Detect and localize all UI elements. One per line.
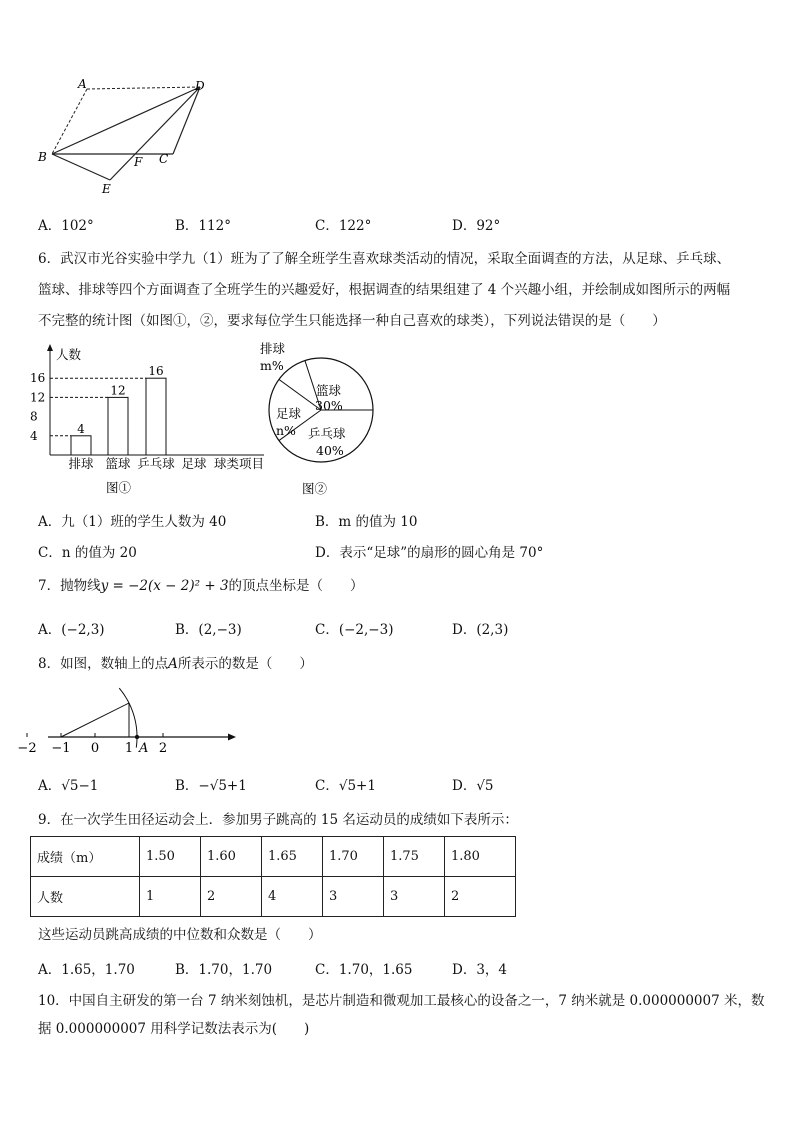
option-letter: B． (315, 514, 339, 530)
q6-stem-line1: 6．武汉市光谷实验中学九（1）班为了了解全班学生喜欢球类活动的情况，采取全面调查的方法，从足球、乒乓球、 (38, 251, 731, 267)
q7-suffix: 的顶点坐标是（ ） (228, 578, 364, 594)
pie-slice-value: 30% (315, 398, 343, 413)
axis-tick-label: 2 (158, 741, 168, 756)
option-letter: D． (315, 545, 340, 561)
option-text: n 的值为 20 (61, 545, 137, 561)
pie-slice-name: 排球 (260, 341, 286, 356)
bar-title: 图① (106, 480, 132, 495)
q5-label-d: D (195, 79, 205, 93)
bar-data-label: 4 (77, 421, 85, 436)
q5-label-b: B (38, 150, 47, 164)
q8-option-c[interactable] (315, 774, 376, 794)
q8-option-d[interactable] (452, 774, 494, 794)
q7-option-a[interactable] (38, 618, 105, 638)
table-cell: 1.65 (262, 837, 323, 877)
option-letter: B． (175, 218, 199, 234)
q5-option-a[interactable] (38, 214, 94, 234)
y-tick-label: 12 (30, 390, 46, 405)
q6-option-c[interactable] (38, 541, 137, 561)
option-letter: A． (38, 514, 62, 530)
option-text: (2,−3) (198, 622, 242, 638)
q8-stem (38, 654, 313, 674)
table-cell: 4 (262, 877, 323, 917)
q6-option-b[interactable] (315, 510, 417, 530)
option-letter: A． (38, 218, 62, 234)
pie-slice-name: 足球 (276, 406, 302, 421)
q5-option-b[interactable] (175, 214, 231, 234)
option-text: √5−1 (61, 778, 99, 794)
table-cell: 1.50 (140, 837, 201, 877)
q6-stem-line2: 篮球、排球等四个方面调查了全班学生的兴趣爱好，根据调查的结果组建了 4 个兴趣小组，并绘制成如图所示的两幅 (38, 282, 731, 298)
pie-slice-value: m% (260, 358, 284, 373)
option-text: (−2,−3) (338, 622, 394, 638)
table-cell: 成绩（m） (31, 837, 140, 877)
bar-2 (108, 397, 128, 455)
pie-slice-value: 40% (316, 443, 344, 458)
table-cell: 2 (201, 877, 262, 917)
option-text: 1.70，1.65 (338, 962, 413, 978)
bar-1 (71, 436, 91, 455)
point-a-dot (135, 735, 139, 739)
q9-option-d[interactable] (452, 958, 507, 978)
option-text: (−2,3) (61, 622, 105, 638)
pie-title: 图② (302, 481, 328, 496)
hypotenuse (61, 703, 129, 737)
option-text: √5 (476, 778, 494, 794)
option-text: 3，4 (476, 962, 508, 978)
q6-pie-chart (258, 338, 383, 500)
point-a-label: A (139, 741, 149, 756)
q9-option-b[interactable] (175, 958, 272, 978)
axis-tick-label: −2 (17, 741, 37, 756)
option-text: 112° (198, 218, 231, 234)
q6-stem-line3: 不完整的统计图（如图①，②，要求每位学生只能选择一种自己喜欢的球类），下列说法错误的是（ ） (38, 313, 666, 329)
pie-slice-name: 篮球 (316, 383, 342, 398)
pie-slice-name: 乒乓球 (308, 426, 346, 441)
table-cell: 1.80 (445, 837, 516, 877)
y-tick-label: 4 (30, 428, 38, 443)
x-category-label: 足球 (181, 456, 207, 471)
table-cell: 1.60 (201, 837, 262, 877)
q5-label-c: C (159, 152, 169, 166)
option-text: 92° (476, 218, 501, 234)
q8-option-a[interactable] (38, 774, 98, 794)
table-cell: 2 (445, 877, 516, 917)
bar-xlabel: 球类项目 (214, 456, 265, 471)
axis-tick-label: 1 (124, 741, 134, 756)
q7-option-b[interactable] (175, 618, 242, 638)
q10-stem-line2: 据 0.000000007 用科学记数法表示为( ) (38, 1021, 310, 1037)
q9-score-table (30, 836, 516, 917)
table-cell: 1.75 (384, 837, 445, 877)
table-cell: 1.70 (323, 837, 384, 877)
option-letter: B． (175, 778, 199, 794)
q6-option-d[interactable] (315, 541, 543, 561)
compass-arc (119, 688, 137, 747)
table-cell: 1 (140, 877, 201, 917)
option-text: 122° (338, 218, 372, 234)
pie-slice-value: n% (276, 423, 296, 438)
q9-question: 这些运动员跳高成绩的中位数和众数是（ ） (38, 927, 322, 943)
q7-stem (38, 576, 364, 596)
option-letter: A． (38, 622, 62, 638)
q7-prefix: 7．抛物线 (38, 578, 101, 594)
q8-point: A (168, 656, 178, 672)
table-row (31, 877, 516, 917)
option-text: 1.65，1.70 (61, 962, 135, 978)
option-letter: D． (452, 622, 477, 638)
table-cell: 3 (323, 877, 384, 917)
q8-option-b[interactable] (175, 774, 247, 794)
option-text: m 的值为 10 (338, 514, 418, 530)
q9-option-a[interactable] (38, 958, 135, 978)
table-cell: 3 (384, 877, 445, 917)
q8-prefix: 8．如图，数轴上的点 (38, 656, 169, 672)
option-letter: D． (452, 962, 477, 978)
option-letter: C． (315, 218, 339, 234)
axis-tick-label: −1 (51, 741, 71, 756)
option-letter: A． (38, 962, 62, 978)
option-letter: D． (452, 778, 477, 794)
option-letter: C． (315, 622, 339, 638)
bar-data-label: 16 (148, 364, 164, 379)
table-cell: 人数 (31, 877, 140, 917)
q5-option-c[interactable] (315, 214, 371, 234)
x-category-label: 篮球 (105, 456, 131, 471)
q5-parallelogram-figure (30, 72, 220, 197)
option-letter: B． (175, 622, 199, 638)
option-text: −√5+1 (198, 778, 247, 794)
q5-label-f: F (134, 155, 143, 169)
q7-option-c[interactable] (315, 618, 393, 638)
option-text: 1.70，1.70 (198, 962, 273, 978)
bar-data-label: 12 (110, 383, 126, 398)
q7-option-d[interactable] (452, 618, 508, 638)
option-letter: B． (175, 962, 199, 978)
q5-label-a: A (78, 77, 87, 91)
option-text: 表示“足球”的扇形的圆心角是 70° (339, 545, 544, 561)
option-letter: C． (315, 778, 339, 794)
q5-option-d[interactable] (452, 214, 500, 234)
y-tick-label: 8 (30, 409, 38, 424)
option-letter: D． (452, 218, 477, 234)
q9-stem: 9．在一次学生田径运动会上．参加男子跳高的 15 名运动员的成绩如下表所示： (38, 812, 518, 828)
bar-ylabel: 人数 (56, 347, 82, 362)
option-text: √5+1 (338, 778, 376, 794)
q6-option-a[interactable] (38, 510, 226, 530)
q8-number-line-figure (17, 680, 245, 756)
q5-label-e: E (102, 182, 111, 196)
option-text: 九（1）班的学生人数为 40 (61, 514, 227, 530)
axis-tick-label: 0 (90, 741, 100, 756)
option-letter: C． (315, 962, 339, 978)
q10-stem-line1: 10．中国自主研发的第一台 7 纳米刻蚀机，是芯片制造和微观加工最核心的设备之一，7 纳米就是 0.000000007 米，数 (38, 993, 765, 1009)
option-text: 102° (61, 218, 94, 234)
x-category-label: 排球 (68, 456, 94, 471)
option-letter: C． (38, 545, 62, 561)
y-tick-label: 16 (30, 371, 46, 386)
option-text: (2,3) (476, 622, 509, 638)
q7-formula: y = −2(x − 2)² + 3 (100, 578, 229, 594)
q6-bar-chart (28, 340, 278, 500)
q8-suffix: 所表示的数是（ ） (177, 656, 313, 672)
q9-option-c[interactable] (315, 958, 412, 978)
x-category-label: 乒乓球 (137, 456, 175, 471)
option-letter: A． (38, 778, 62, 794)
bar-3 (146, 378, 166, 455)
table-row (31, 837, 516, 877)
